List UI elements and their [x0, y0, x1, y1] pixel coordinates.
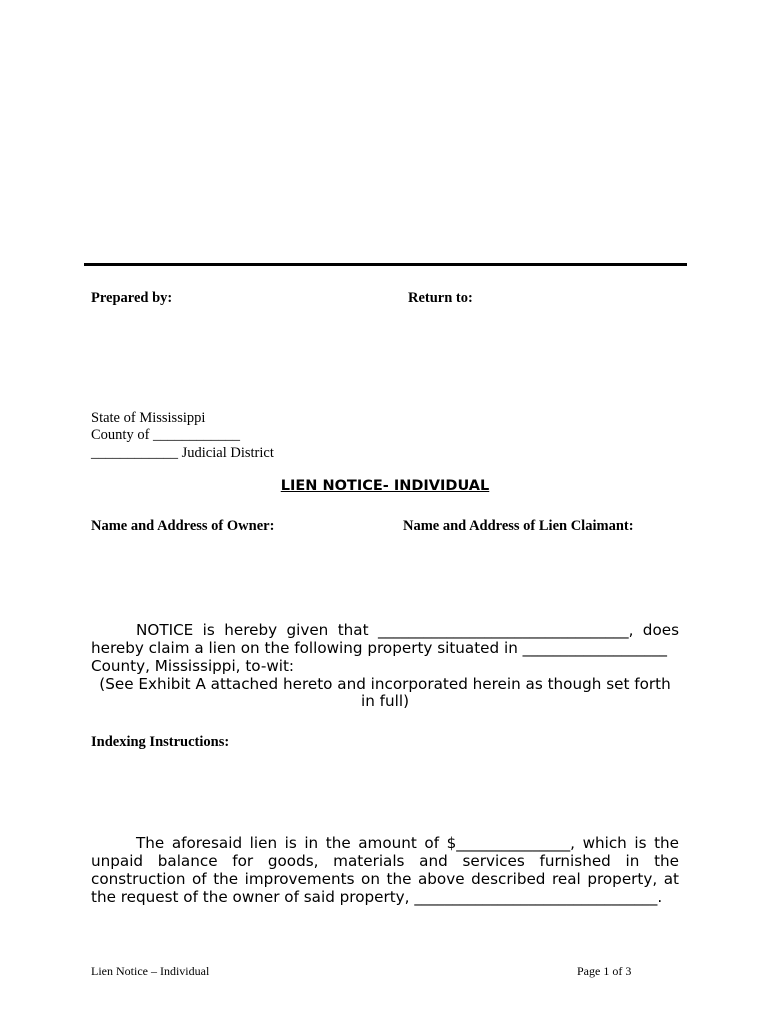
amount-line-1: The aforesaid lien is in the amount of $_______________, which is the — [136, 834, 679, 852]
amount-line-2: unpaid balance for goods, materials and services furnished in the — [91, 852, 679, 870]
state-line: State of Mississippi — [91, 410, 206, 426]
notice-line-2: hereby claim a lien on the following property situated in ___________________ — [91, 639, 667, 657]
header-rule — [84, 263, 687, 266]
footer-title: Lien Notice – Individual — [91, 964, 210, 978]
document-title: LIEN NOTICE- INDIVIDUAL — [280, 478, 490, 494]
page-number: Page 1 of 3 — [577, 964, 632, 978]
prepared-by-label: Prepared by: — [91, 290, 173, 306]
notice-line-4: (See Exhibit A attached hereto and incorporated herein as though set forth — [99, 675, 671, 693]
notice-line-3: County, Mississippi, to-wit: — [91, 657, 295, 675]
district-line: ____________ Judicial District — [91, 445, 274, 461]
return-to-label: Return to: — [408, 290, 473, 306]
county-line: County of ____________ — [91, 427, 241, 443]
amount-line-3: construction of the improvements on the above described real property, at — [91, 870, 679, 888]
claimant-label: Name and Address of Lien Claimant: — [403, 518, 634, 534]
notice-line-1: NOTICE is hereby given that _________________________________, does — [136, 621, 679, 639]
notice-line-5: in full) — [360, 692, 409, 710]
owner-label: Name and Address of Owner: — [91, 518, 275, 534]
indexing-label: Indexing Instructions: — [91, 734, 230, 750]
amount-line-4: the request of the owner of said property, ________________________________. — [91, 888, 663, 906]
